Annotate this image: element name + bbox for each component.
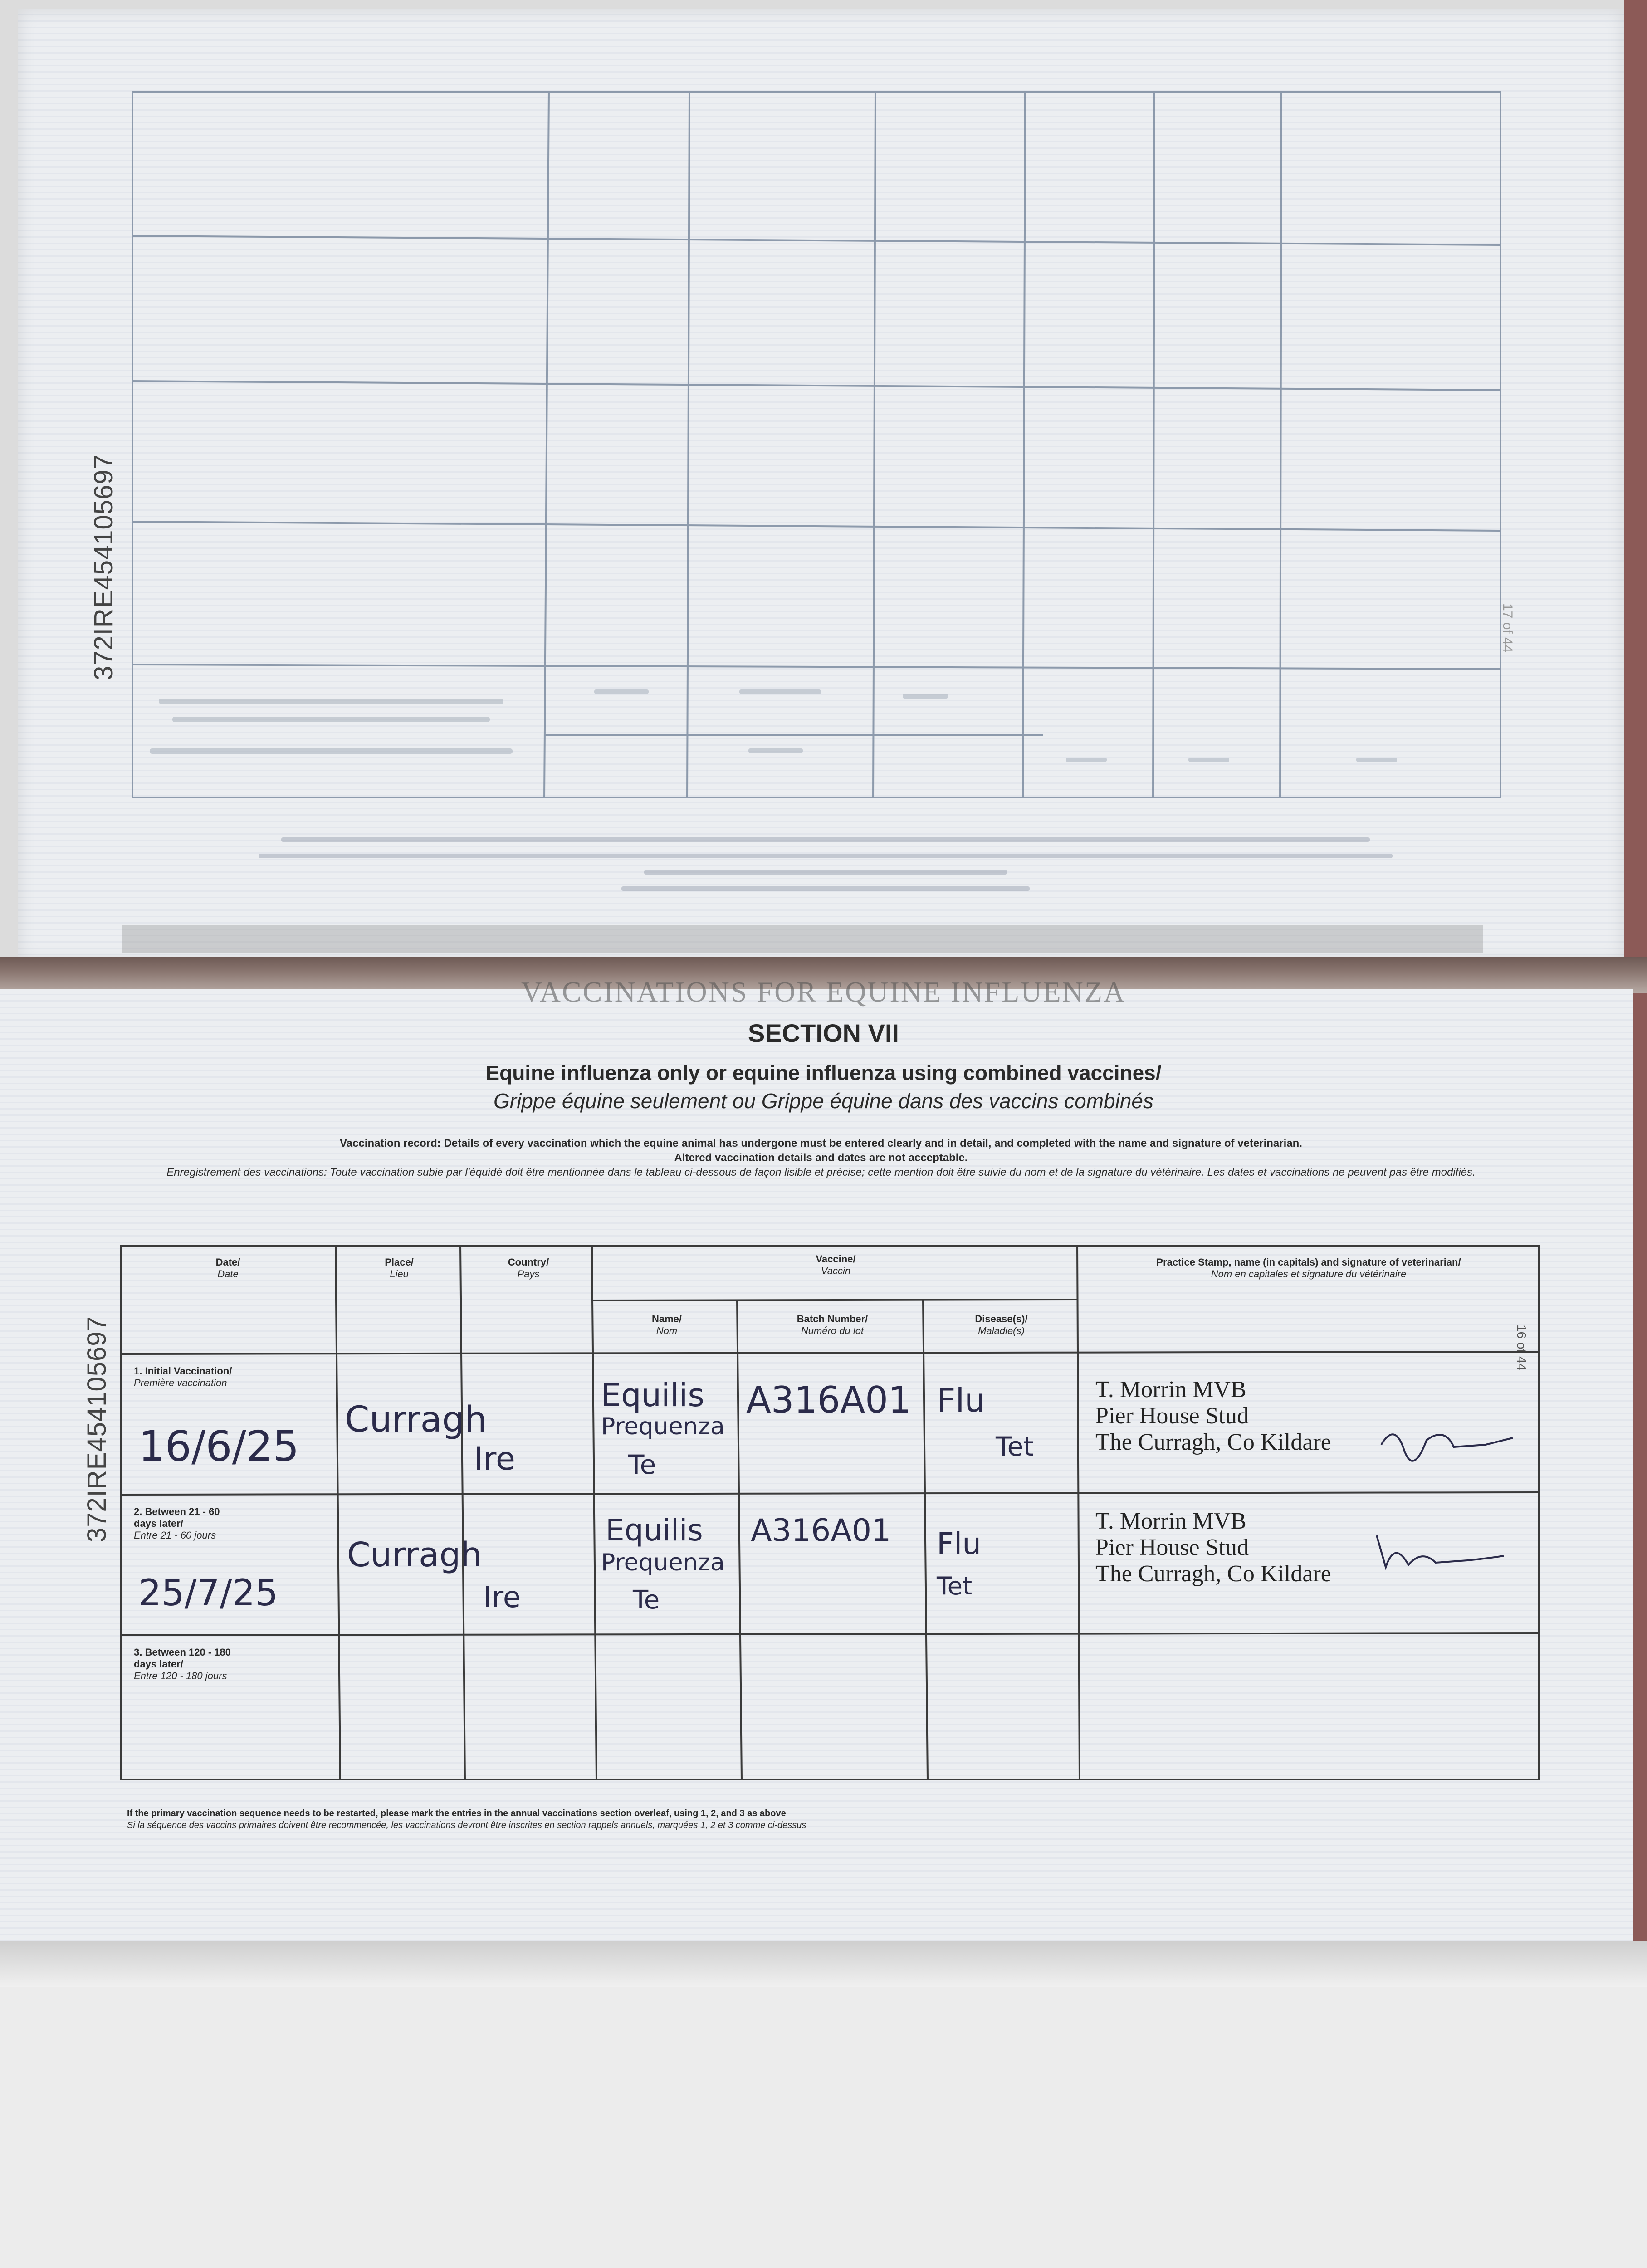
header-date-fr: Date [217, 1268, 239, 1280]
row-2-stamp [1095, 1508, 1331, 1587]
instruction-french: Enregistrement des vaccinations: Toute vaccination subie par l'équidé doit être mentionnée dans le tableau ci-dessous de façon lisible et précise; cette mention doit être suivie du nom et de la signature du vétérinaire. Les dates et vaccinations ne peuvent pas être modifiés. [166, 1166, 1476, 1178]
header-stamp-label: Practice Stamp, name (in capitals) and signature of veterinarian/ [1156, 1256, 1461, 1268]
row-2-disease-1: Flu [937, 1526, 982, 1561]
row-2-label-en-2: days later/ [134, 1518, 183, 1529]
faded-section-strip [122, 925, 1483, 953]
header-name [594, 1313, 739, 1337]
row-1-vaccine-name-2: Prequenza [601, 1413, 725, 1440]
header-country-label: Country/ [508, 1256, 549, 1268]
passport-id-bottom: 372IRE454105697 [82, 1316, 112, 1542]
row-2-label [134, 1506, 220, 1541]
instructions [127, 1136, 1515, 1180]
header-stamp [1086, 1256, 1531, 1280]
instruction-english: Vaccination record: Details of every vaccination which the equine animal has undergone must be entered clearly and in detail, and completed with the name and signature of veterinarian. [340, 1137, 1302, 1149]
row-1-stamp [1095, 1377, 1331, 1456]
row-2-disease-2: Tet [937, 1572, 973, 1600]
row-2-country: Ire [483, 1581, 521, 1614]
subtitle-french: Grippe équine seulement ou Grippe équine dans des vaccins combinés [494, 1089, 1153, 1113]
row-1-place: Curragh [345, 1399, 487, 1440]
faded-vaccination-table [132, 91, 1501, 798]
row-1-disease-1: Flu [937, 1381, 986, 1419]
row-1-stamp-line-1: T. Morrin MVB [1095, 1377, 1246, 1403]
row-2-stamp-line-3: The Curragh, Co Kildare [1095, 1561, 1331, 1587]
header-stamp-fr: Nom en capitales et signature du vétérinaire [1211, 1268, 1407, 1280]
row-1-signature [1377, 1413, 1522, 1463]
row-1-disease-2: Tet [996, 1431, 1034, 1462]
row-1-label-en: 1. Initial Vaccination/ [134, 1365, 232, 1377]
row-1-stamp-line-2: Pier House Stud [1095, 1403, 1249, 1429]
header-name-fr: Nom [656, 1325, 678, 1336]
header-batch-fr: Numéro du lot [801, 1325, 864, 1336]
header-vaccine [594, 1253, 1077, 1277]
row-3-label [134, 1647, 231, 1682]
header-date [120, 1256, 336, 1280]
bleed-through-title: VACCINATIONS FOR EQUINE INFLUENZA [521, 976, 1126, 1008]
header-country-fr: Pays [517, 1268, 540, 1280]
page-number-bottom: 16 of 44 [1515, 1325, 1529, 1371]
row-2-vaccine-name-1: Equilis [606, 1513, 703, 1548]
row-2-date: 25/7/25 [138, 1572, 279, 1614]
row-2-vaccine-name-3: Te [633, 1585, 660, 1615]
row-3-label-en: 3. Between 120 - 180 [134, 1647, 231, 1658]
vaccination-table [120, 1245, 1540, 1780]
header-batch [739, 1313, 925, 1337]
faded-instructions [236, 826, 1415, 903]
row-2-signature [1368, 1522, 1517, 1581]
header-place-fr: Lieu [390, 1268, 409, 1280]
row-1-stamp-line-3: The Curragh, Co Kildare [1095, 1429, 1331, 1455]
row-1-country: Ire [474, 1440, 515, 1477]
row-2-label-en: 2. Between 21 - 60 [134, 1506, 220, 1517]
row-2-vaccine-name-2: Prequenza [601, 1549, 725, 1576]
header-country [463, 1256, 594, 1280]
header-vaccine-fr: Vaccin [821, 1265, 851, 1276]
row-1-batch: A316A01 [746, 1379, 911, 1421]
page-number-top: 17 of 44 [1500, 603, 1515, 653]
row-1-date: 16/6/25 [138, 1422, 299, 1471]
page-edge-shadow [0, 1941, 1647, 1987]
passport-id-top: 372IRE454105697 [89, 454, 118, 680]
header-disease-fr: Maladie(s) [978, 1325, 1025, 1336]
header-date-label: Date/ [215, 1256, 240, 1268]
row-2-place: Curragh [347, 1535, 482, 1574]
footnote-english: If the primary vaccination sequence needs to be restarted, please mark the entries in the annual vaccinations section overleaf, using 1, 2, and 3 as above [127, 1809, 786, 1818]
header-batch-label: Batch Number/ [797, 1313, 868, 1325]
section-title: SECTION VII [748, 1019, 899, 1047]
row-2-stamp-line-1: T. Morrin MVB [1095, 1508, 1246, 1534]
row-2-batch: A316A01 [751, 1513, 891, 1549]
header-vaccine-label: Vaccine/ [816, 1253, 856, 1265]
row-1-label-fr: Première vaccination [134, 1377, 227, 1388]
header-disease [925, 1313, 1077, 1337]
row-1-vaccine-name-3: Te [628, 1449, 656, 1480]
header-name-label: Name/ [651, 1313, 682, 1325]
row-3-label-fr: Entre 120 - 180 jours [134, 1670, 227, 1681]
row-1-vaccine-name-1: Equilis [601, 1377, 704, 1414]
subtitle-english: Equine influenza only or equine influenza using combined vaccines/ [485, 1061, 1162, 1085]
instruction-english-2: Altered vaccination details and dates are not acceptable. [674, 1152, 968, 1164]
row-3-label-en-2: days later/ [134, 1658, 183, 1670]
row-2-label-fr: Entre 21 - 60 jours [134, 1530, 216, 1541]
header-place-label: Place/ [385, 1256, 414, 1268]
header-disease-label: Disease(s)/ [975, 1313, 1028, 1325]
row-1-label [134, 1365, 232, 1389]
footnote [127, 1808, 1533, 1831]
footnote-french: Si la séquence des vaccins primaires doivent être recommencée, les vaccinations devront être inscrites en section rappels annuels, marquées 1, 2 et 3 comme ci-dessus [127, 1820, 806, 1830]
scan-background [0, 1987, 1647, 2268]
row-2-stamp-line-2: Pier House Stud [1095, 1535, 1249, 1560]
header-place [336, 1256, 463, 1280]
